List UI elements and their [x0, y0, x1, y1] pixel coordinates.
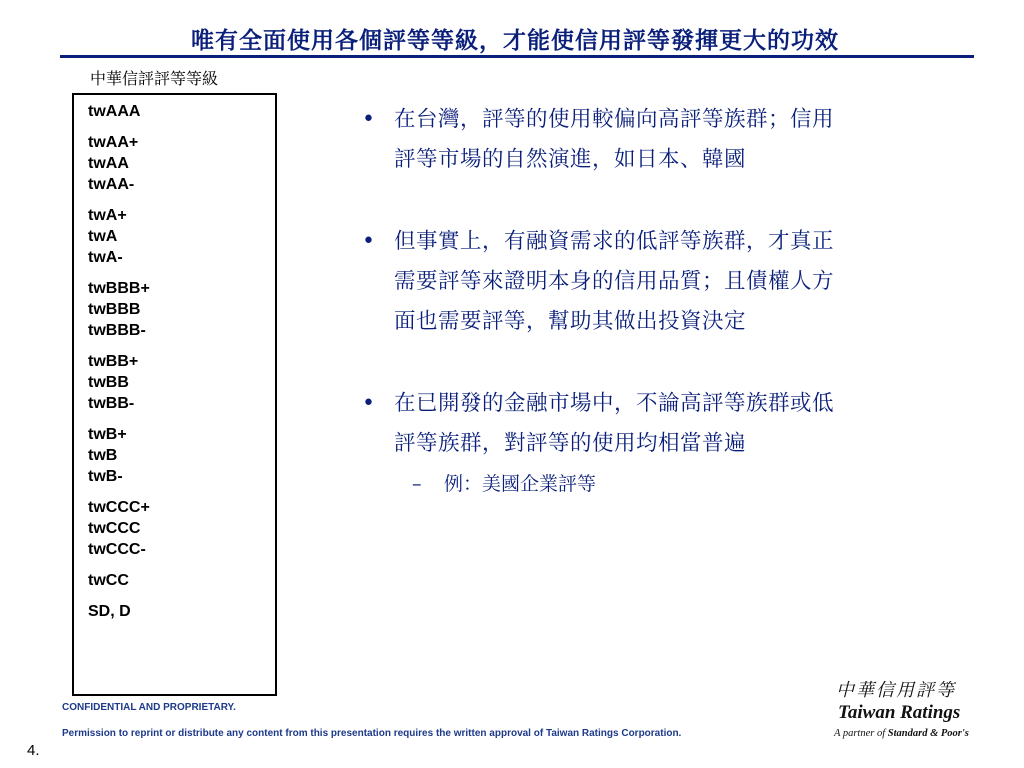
grade-item: twBBB [88, 301, 141, 318]
bullet-line: 在台灣，評等的使用較偏向高評等族群；信用 [394, 107, 835, 132]
page-number: 4. [27, 742, 40, 759]
rating-scale-label: 中華信評評等等級 [90, 69, 219, 88]
bullet-dot-icon: • [362, 229, 376, 254]
grade-item: twBBB+ [88, 280, 150, 297]
logo-chinese-name: 中華信用評等 [836, 680, 956, 701]
grade-item: twCCC- [88, 541, 146, 558]
grade-item: twA [88, 228, 118, 245]
grade-item: twB- [88, 468, 123, 485]
grade-group [88, 497, 275, 560]
grade-item: twBB- [88, 395, 135, 412]
grade-group [88, 351, 275, 414]
grade-item: SD, D [88, 603, 131, 620]
logo-partner-line [834, 728, 969, 739]
title-divider [60, 55, 974, 58]
bullet-line: 在已開發的金融市場中，不論高評等族群或低 [394, 391, 835, 416]
grade-item: twCCC+ [88, 499, 150, 516]
bullet-dot-icon: • [362, 107, 376, 132]
bullet-line: 需要評等來證明本身的信用品質；且債權人方 [394, 269, 835, 294]
grade-item: twAAA [88, 103, 141, 120]
grade-item: twAA+ [88, 134, 139, 151]
grade-item: twB+ [88, 426, 127, 443]
grade-group [88, 101, 275, 122]
bullet-item [362, 384, 972, 464]
sub-bullet-item [362, 468, 972, 500]
bullet-line: 評等族群，對評等的使用均相當普遍 [394, 431, 747, 456]
grade-item: twA+ [88, 207, 127, 224]
bullet-dot-icon: • [362, 391, 376, 416]
bullet-line: 但事實上，有融資需求的低評等族群，才真正 [394, 229, 835, 254]
grade-item: twCCC [88, 520, 141, 537]
grade-item: twBBB- [88, 322, 146, 339]
footer-confidential: CONFIDENTIAL AND PROPRIETARY. [62, 702, 236, 713]
grade-group [88, 205, 275, 268]
slide-title: 唯有全面使用各個評等等級，才能使信用評等發揮更大的功效 [191, 27, 839, 54]
rating-scale-box [72, 93, 277, 696]
bullet-list [362, 100, 972, 500]
grade-item: twAA [88, 155, 129, 172]
grade-item: twB [88, 447, 118, 464]
grade-item: twA- [88, 249, 123, 266]
grade-item: twBB+ [88, 353, 139, 370]
logo-english-name: Taiwan Ratings [838, 702, 961, 723]
bullet-item [362, 100, 972, 180]
grade-group [88, 132, 275, 195]
grade-item: twAA- [88, 176, 135, 193]
sub-bullet-text: 例：美國企業評等 [444, 473, 597, 495]
sub-bullet-dash-icon: – [412, 473, 422, 495]
grade-item: twCC [88, 572, 129, 589]
grade-group [88, 601, 275, 622]
bullet-item [362, 222, 972, 342]
grade-group [88, 570, 275, 591]
logo-partner-prefix: A partner of [834, 728, 886, 739]
grade-item: twBB [88, 374, 129, 391]
footer-permission: Permission to reprint or distribute any content from this presentation requires the written approval of Taiwan Ratings Corporation. [62, 728, 682, 739]
bullet-line: 面也需要評等，幫助其做出投資決定 [394, 309, 747, 334]
grade-group [88, 424, 275, 487]
bullet-line: 評等市場的自然演進，如日本、韓國 [394, 147, 747, 172]
logo-partner-name: Standard & Poor's [887, 728, 969, 739]
grade-group [88, 278, 275, 341]
